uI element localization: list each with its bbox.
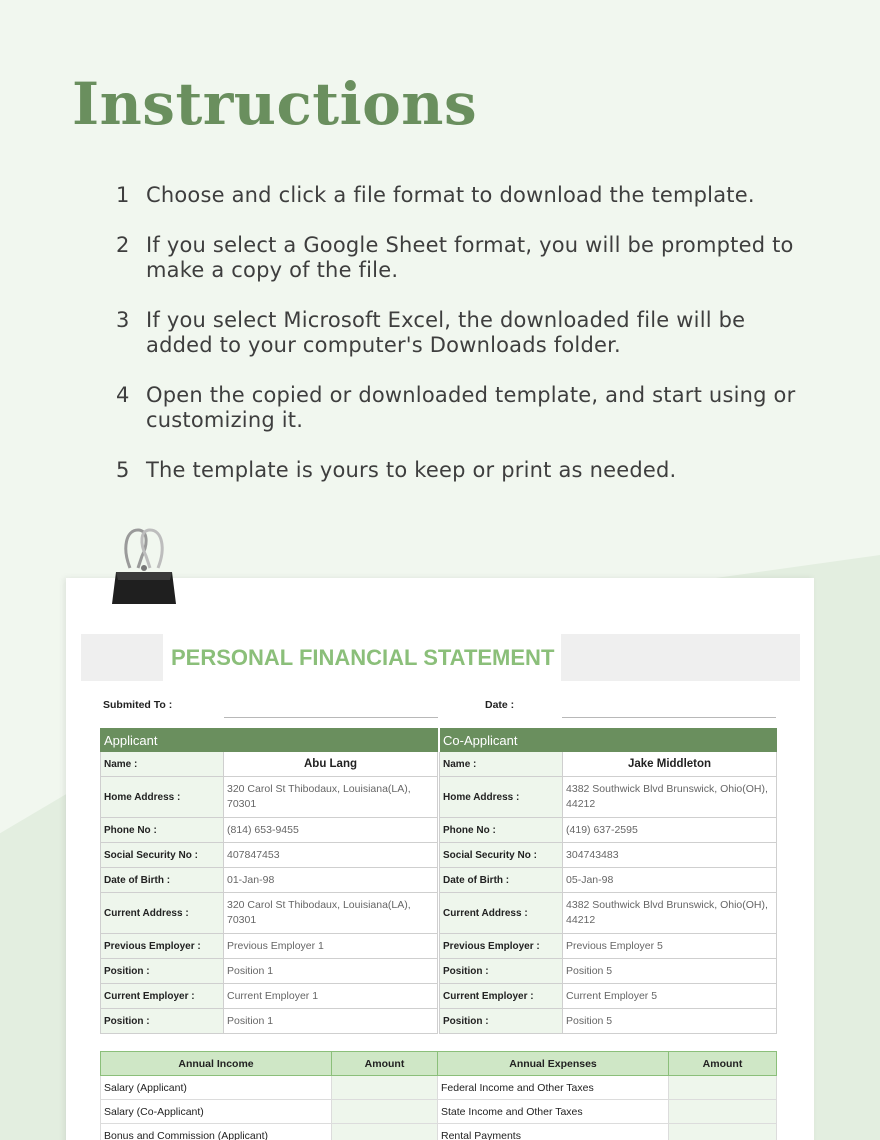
- expense-amount: [669, 1076, 777, 1100]
- date-line: [562, 717, 776, 718]
- header-block-left: [81, 634, 163, 681]
- step-number: 1: [116, 183, 130, 207]
- table-row: [101, 893, 777, 934]
- coapplicant-prev-employer: Previous Employer 5: [563, 934, 777, 959]
- step-number: 2: [116, 233, 130, 257]
- instruction-step: [116, 383, 816, 433]
- instruction-list: [116, 183, 816, 508]
- table-row: [101, 777, 777, 818]
- step-text: Choose and click a file format to download the template.: [146, 183, 755, 207]
- field-label: Social Security No :: [101, 843, 224, 868]
- step-text: If you select a Google Sheet format, you will be prompted to make a copy of the file.: [146, 233, 794, 282]
- step-number: 4: [116, 383, 130, 407]
- document-preview: [66, 578, 814, 1140]
- instruction-step: [116, 183, 816, 208]
- income-amount: [332, 1100, 438, 1124]
- step-text: If you select Microsoft Excel, the downloaded file will be added to your computer's Downloads folder.: [146, 308, 746, 357]
- table-header-row: [101, 729, 777, 752]
- field-label: Previous Employer :: [101, 934, 224, 959]
- coapplicant-home-address: 4382 Southwick Blvd Brunswick, Ohio(OH), 44212: [563, 777, 777, 818]
- applicant-home-address: 320 Carol St Thibodaux, Louisiana(LA), 70301: [224, 777, 438, 818]
- coapplicant-ssn: 304743483: [563, 843, 777, 868]
- table-row: [101, 1100, 777, 1124]
- applicant-dob: 01-Jan-98: [224, 868, 438, 893]
- coapplicant-dob: 05-Jan-98: [563, 868, 777, 893]
- table-row: [101, 1009, 777, 1034]
- income-amount: [332, 1076, 438, 1100]
- income-header: Annual Income: [101, 1052, 332, 1076]
- instruction-step: [116, 458, 816, 483]
- amount-header: Amount: [669, 1052, 777, 1076]
- applicant-position: Position 1: [224, 1009, 438, 1034]
- table-row: [101, 959, 777, 984]
- finance-table: [100, 1051, 777, 1140]
- step-text: Open the copied or downloaded template, and start using or customizing it.: [146, 383, 796, 432]
- table-row: [101, 1076, 777, 1100]
- page-title: Instructions: [72, 70, 478, 138]
- field-label: Position :: [440, 959, 563, 984]
- applicant-position: Position 1: [224, 959, 438, 984]
- field-label: Date of Birth :: [101, 868, 224, 893]
- expense-amount: [669, 1100, 777, 1124]
- step-number: 3: [116, 308, 130, 332]
- field-label: Current Address :: [440, 893, 563, 934]
- applicant-name: Abu Lang: [224, 752, 438, 777]
- income-item: Salary (Applicant): [101, 1076, 332, 1100]
- field-label: Social Security No :: [440, 843, 563, 868]
- instruction-step: [116, 308, 816, 358]
- binder-clip-icon: [108, 524, 180, 610]
- table-row: [101, 1124, 777, 1140]
- table-row: [101, 752, 777, 777]
- applicant-ssn: 407847453: [224, 843, 438, 868]
- expense-item: Federal Income and Other Taxes: [438, 1076, 669, 1100]
- field-label: Previous Employer :: [440, 934, 563, 959]
- table-row: [101, 984, 777, 1009]
- applicant-current-employer: Current Employer 1: [224, 984, 438, 1009]
- coapplicant-name: Jake Middleton: [563, 752, 777, 777]
- step-text: The template is yours to keep or print as needed.: [146, 458, 677, 482]
- coapplicant-header: Co-Applicant: [440, 729, 777, 752]
- field-label: Position :: [101, 959, 224, 984]
- table-row: [101, 843, 777, 868]
- table-row: [101, 818, 777, 843]
- coapplicant-current-address: 4382 Southwick Blvd Brunswick, Ohio(OH), 44212: [563, 893, 777, 934]
- field-label: Date of Birth :: [440, 868, 563, 893]
- table-row: [101, 934, 777, 959]
- date-label: Date :: [485, 699, 515, 711]
- coapplicant-phone: (419) 637-2595: [563, 818, 777, 843]
- applicant-phone: (814) 653-9455: [224, 818, 438, 843]
- field-label: Current Employer :: [101, 984, 224, 1009]
- field-label: Position :: [440, 1009, 563, 1034]
- submitted-to-line: [224, 717, 438, 718]
- income-amount: [332, 1124, 438, 1140]
- applicant-table: [100, 728, 777, 1034]
- instruction-step: [116, 233, 816, 283]
- expenses-header: Annual Expenses: [438, 1052, 669, 1076]
- document-header: [81, 634, 800, 681]
- field-label: Home Address :: [440, 777, 563, 818]
- field-label: Phone No :: [440, 818, 563, 843]
- step-number: 5: [116, 458, 130, 482]
- field-label: Home Address :: [101, 777, 224, 818]
- applicant-header: Applicant: [101, 729, 438, 752]
- table-row: [101, 868, 777, 893]
- expense-item: State Income and Other Taxes: [438, 1100, 669, 1124]
- coapplicant-position: Position 5: [563, 1009, 777, 1034]
- submitted-to-label: Submited To :: [103, 699, 173, 711]
- income-item: Bonus and Commission (Applicant): [101, 1124, 332, 1140]
- table-header-row: [101, 1052, 777, 1076]
- income-item: Salary (Co-Applicant): [101, 1100, 332, 1124]
- field-label: Name :: [101, 752, 224, 777]
- expense-amount: [669, 1124, 777, 1140]
- field-label: Position :: [101, 1009, 224, 1034]
- field-label: Current Employer :: [440, 984, 563, 1009]
- header-block-right: [561, 634, 800, 681]
- coapplicant-current-employer: Current Employer 5: [563, 984, 777, 1009]
- field-label: Current Address :: [101, 893, 224, 934]
- amount-header: Amount: [332, 1052, 438, 1076]
- document-title: PERSONAL FINANCIAL STATEMENT: [163, 634, 561, 681]
- field-label: Phone No :: [101, 818, 224, 843]
- field-label: Name :: [440, 752, 563, 777]
- expense-item: Rental Payments: [438, 1124, 669, 1140]
- applicant-prev-employer: Previous Employer 1: [224, 934, 438, 959]
- coapplicant-position: Position 5: [563, 959, 777, 984]
- applicant-current-address: 320 Carol St Thibodaux, Louisiana(LA), 70301: [224, 893, 438, 934]
